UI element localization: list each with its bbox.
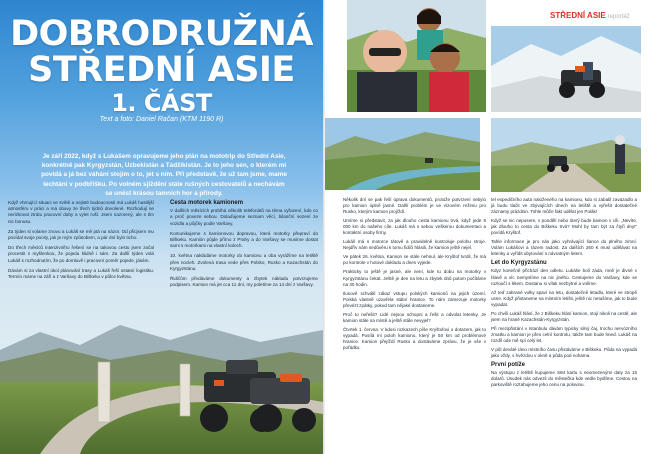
article-title-line2: STŘEDNÍ ASIE [28, 50, 295, 90]
road-rider-photo [491, 118, 641, 192]
section-label: STŘEDNÍ ASIE [550, 11, 606, 20]
paragraph: Řidičům předáváme dokumenty a zbytek nákladu potvrzujeme podpisem. Kamion má jet cca 11 dní, my poletíme za 14 dní z Varšavy. [170, 276, 318, 288]
paragraph: Do třech měsíců intenzivního řešení se na takovou cestu jsem začal procestit s myšlenkou, že pojedu klidně i sám. Za další týden volá Lukáš s rozhodnutím, že po domluvě i pracovní poměr pojede, jásám. [8, 245, 154, 263]
section-heading: Cesta motorek kamionem [170, 200, 244, 206]
motorcycle-snow-photo [491, 26, 641, 112]
paragraph: Ve pátek 26. května, Kamion se stále nehnul, ale Kryštof tvrdil, že má po kontrole v hotové dokladu a dnes vyjede. [343, 254, 486, 266]
right-column-1 [343, 197, 486, 354]
river-landscape-photo [325, 118, 480, 190]
paragraph: 10. května nakládáme motorky do kamionu a oba vyrážíme na letiště přes nocleh. Zvolená trasa vede přes Polsko, Rusko a Kazachstán do Kyrgyzstánu. [170, 253, 318, 271]
paragraph: Až teď zabrané volky spaví na letu, dostatečně letadlu, které ve stropě usne. Když přistaneme na místním letišti, ještě nic netušíme, jak to bude vypadat. [491, 289, 637, 307]
paragraph: Za týden si volame znovu a Lukáš se mě ptá na názor. Od přicjsem mu povídal svoje pocity, jak je mým způsobem, a pár dní bylo ticho. [8, 228, 154, 241]
intro-paragraph: Je září 2022, když s Lukášem opravujeme jeho plán na mototrip do Střední Asie, konkrétně pak Kyrgyzstán, Uzbekistán a Tádžikistán. Je to jeho sen, o kterém mi povídá a já bez váhání stojím o to, jet s ním. Při představě, že už tam jsme, mame lechtání v podbřišku. Po volném sjíždění stále rušných cestovatelů a nechávám se unést krásou tamních hor a přírody. [41, 153, 287, 197]
paragraph: Tahle informace je pro nás jako vyhrávající šance do plného zimní. Volám Lukášovi a rázem radost. Za dalších 260 € musí udělávat na letenky a vyřídit ubytování s návratným letem. [491, 239, 637, 257]
byline: Text a foto: Daniel Račan (KTM 1190 R) [99, 116, 224, 123]
paragraph: Na výstupu z letiště kupujeme SIM kartu s neomezenými daty za 15 dolarů. Úsudek nás odvezli do městečka kde vedle bydlíme. Cestou na parkoviště roztahujeme jeho cenu na polovinu. [491, 370, 637, 388]
article-title-line1: DOBRODRUŽNÁ [10, 14, 313, 54]
paragraph: Několik dní se pak řeší úprava dokumentů, protože potvrzení nebylo pro kamion úplně jasné. Další problém je ve vízovém režimu pro Rusko, kterým kamion projíždí. [343, 197, 486, 215]
paragraph: Prakticky to ještě je jasné, ale není, kde tu dobu na motorky v Kyrgyzstánu čekat. Ještě je den na letu a zbytek dnů potom počítáme na 30 hodin. [343, 269, 486, 287]
paragraph: Čtvrtek 1. června. V kdosi rozkazech píše Kryštofovi o dotazem, jak to vypadá. Posílá mi poloh kamionu, který je 50 km od problémové hranice. Kamion přejíždí Rusko a dostáváme zprávu, že je vše v pořádku. [343, 326, 486, 350]
paragraph: Dávám si za vlastní úkol plánování trasy a Lukáš řeší ostatní logistiku. Termín máme na září a z Varšavy do Biškeku v půlce května. [8, 267, 154, 280]
paragraph: Po chvíli Lukáš hlásí, že z Biškeku hlásí kamion, stojí nikoli na cestě, ale jsem na hraně Kazachstán-Kyrgyzstán. [491, 310, 637, 322]
paragraph: Kdyz konečně přichází den odletu. Lukáše bolí záda, mně je divné v hlavě a víc nemyslíme na nic jiného. Cestujeme do Varšavy, kde se rozloučí s létem. Dostanu si vílak nezbytné a volíme. [491, 268, 637, 286]
paragraph: Komunikujeme s kamionovou dopravou, která motorky přepraví do Biškeku. Kamión půjde přímo z Prahy a do Varšavy se musíme dostat sami s motorkami na vlastní kolech. [170, 230, 318, 249]
paragraph: Umíme si představit, za jak dlouho cesta kamionu trvá, když jede 5 000 km do našeho cíle. Lukáš má s sebou veškerou dokumentaci a kontaktní osoby firmy. [343, 218, 486, 236]
left-column-1 [8, 200, 154, 284]
right-column-2 [491, 197, 637, 391]
paragraph: Proč to neřešit? Lidé nejsou schopni a řešit a odvolat letenky. Je kamion stále na místě a ještě stále nevyjel? [343, 311, 486, 323]
paragraph: Když vhrnující situaci ve světě a nejisté budoucnosti má Lukáš hustější atmosféru v práci a má obavy ze třech týdnů dovolené. Rozhodují se nerizkovat ztrátu pracovní doby a vylet ruší. Jsem nazorený, ale s tím nic bonusu. [8, 200, 154, 224]
paragraph: Ilusově schválil zákaz vstupu polských kamionů na jejich území. Polská vlastně uzavřela státní hranice. To nám zamezuje motorky převézt zpátky, pokud tam nějaké dostaneme. [343, 290, 486, 308]
selfie-photo [347, 0, 486, 112]
paragraph: tel expedičního auta naloženého na kamionu, kdo si zabalil zavazadlo a já budu tlačit ve zbývajících dnech na letiště a vyřešit dostatečné záznamy prázdnin. Tohle může fakt udělat jen Polák! [491, 197, 637, 215]
section-header [550, 11, 630, 20]
paragraph: V dalších měsících probíhá několik telefonátů na téma vyřazení, kdo co a proč poveze sebou. Dolaďujeme seznam věcí, bilanční sezení ze vozidla a půjčky podle Varšavy. [170, 208, 318, 226]
section-type: reportáž [607, 14, 630, 20]
motorcycles-landscape-photo [0, 290, 323, 454]
paragraph: Lukáš má s motorce tátově a pravidelně kontroluje polohu stroje. Nejdřív nám nedůvěru k tomu řidiči hlásili, že kamion ještě nejel. [343, 239, 486, 251]
left-page [0, 0, 323, 454]
section-heading: První potíže [491, 362, 526, 369]
paragraph: Když se nic neposere, v pondělí nebo úterý bude kamion v cíli. „Nevíte, jak dlouho to cesta do Biškeku trvá? Mohl by tam být za čtyři dny!“ povídá Kryštof. [491, 218, 637, 236]
section-heading: Let do Kyrgyzstánu [491, 260, 547, 267]
paragraph: V půl deváté ráno místního času přistáváme v Biškeku. Půda na vypadá jako vždy, s hvězdou v okně a půda pod nohama. [491, 346, 637, 359]
paragraph: Při mezipřistání v Istanbulu dávám typicky silný čaj, trochu nervózního zmatku a kamion je přes celní kontrolu, takže tam bude hned. Lukáš na rozdíl ode mě spí celý let. [491, 325, 637, 343]
left-column-2 [170, 200, 318, 292]
article-part-number: 1. ČÁST [111, 89, 212, 117]
